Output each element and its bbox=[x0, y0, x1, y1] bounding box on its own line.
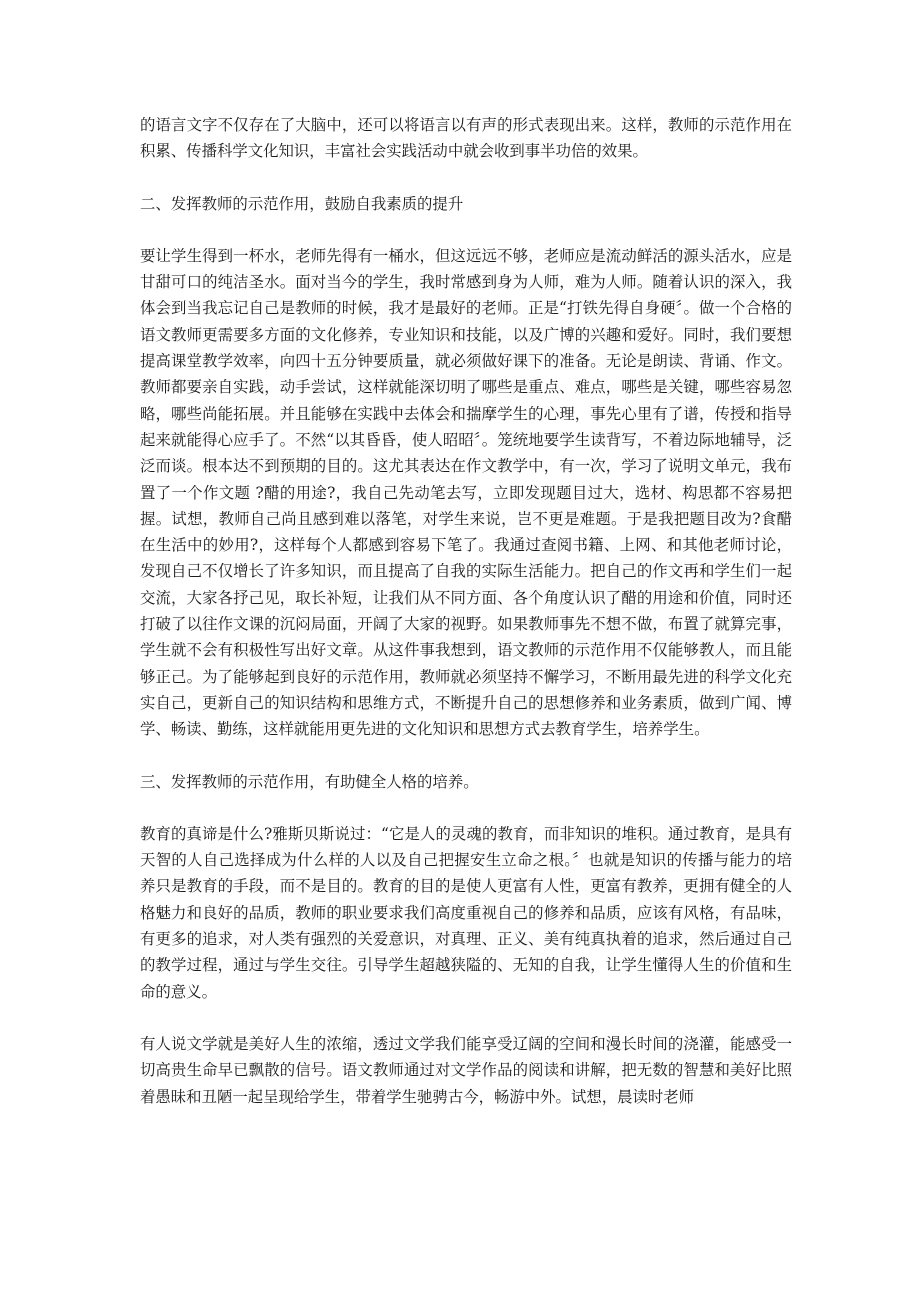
paragraph-section-2-body: 要让学生得到一杯水，老师先得有一桶水，但这远远不够，老师应是流动鲜活的源头活水，应是甘甜可口的纯洁圣水。面对当今的学生，我时常感到身为人师，难为人师。随着认识的深入，我体会到当我忘记自己是教师的时候，我才是最好的老师。正是“打铁先得自身硬〞。做一个合格的语文教师更需要多方面的文化修养，专业知识和技能，以及广博的兴趣和爱好。同时，我们要想提高课堂教学效率，向四十五分钟要质量，就必须做好课下的准备。无论是朗读、背诵、作文。教师都要亲自实践，动手尝试，这样就能深切明了哪些是重点、难点，哪些是关键，哪些容易忽略，哪些尚能拓展。并且能够在实践中去体会和揣摩学生的心理，事先心里有了谱，传授和指导起来就能得心应手了。不然“以其昏昏，使人昭昭〞。笼统地要学生读背写，不着边际地辅导，泛泛而谈。根本达不到预期的目的。这尤其表达在作文教学中，有一次，学习了说明文单元，我布置了一个作文题 ?醋的用途?，我自己先动笔去写，立即发现题目过大，选材、构思都不容易把握。试想，教师自己尚且感到难以落笔，对学生来说，岂不更是难题。于是我把题目改为?食醋在生活中的妙用?，这样每个人都感到容易下笔了。我通过查阅书籍、上网、和其他老师讨论，发现自己不仅增长了许多知识，而且提高了自我的实际生活能力。把自己的作文再和学生们一起交流，大家各抒己见，取长补短，让我们从不同方面、各个角度认识了醋的用途和价值，同时还打破了以往作文课的沉闷局面，开阔了大家的视野。如果教师事先不想不做，布置了就算完事，学生就不会有积极性写出好文章。从这件事我想到，语文教师的示范作用不仅能够教人，而且能够正己。为了能够起到良好的示范作用，教师就必须坚持不懈学习，不断用最先进的科学文化充实自己，更新自己的知识结构和思维方式，不断提升自己的思想修养和业务素质，做到广闻、博学、畅读、勤练，这样就能用更先进的文化知识和思想方式去教育学生，培养学生。 bbox=[140, 246, 792, 739]
paragraph-intro-continuation: 的语言文字不仅存在了大脑中，还可以将语言以有声的形式表现出来。这样，教师的示范作用在积累、传播科学文化知识，丰富社会实践活动中就会收到事半功倍的效果。 bbox=[140, 116, 792, 161]
paragraph-literature: 有人说文学就是美好人生的浓缩，透过文学我们能享受辽阔的空间和漫长时间的浇灌，能感受一切高贵生命早已飘散的信号。语文教师通过对文学作品的阅读和讲解，把无数的智慧和美好比照着愚昧和丑陋一起呈现给学生，带着学生驰骋古今，畅游中外。试想，晨读时老师 bbox=[140, 1034, 792, 1106]
section-heading-3: 三、发挥教师的示范作用，有助健全人格的培养。 bbox=[140, 772, 479, 791]
section-heading-2: 二、发挥教师的示范作用，鼓励自我素质的提升 bbox=[140, 194, 464, 213]
document-page bbox=[140, 112, 792, 1136]
paragraph-section-3-body: 教育的真谛是什么?雅斯贝斯说过：“它是人的灵魂的教育，而非知识的堆积。通过教育，是具有天智的人自己选择成为什么样的人以及自己把握安生立命之根。〞也就是知识的传播与能力的培养只是教育的手段，而不是目的。教育的目的是使人更富有人性，更富有教养，更拥有健全的人格魅力和良好的品质，教师的职业要求我们高度重视自己的修养和品质，应该有风格，有品味，有更多的追求，对人类有强烈的关爱意识，对真理、正义、美有纯真执着的追求，然后通过自己的教学过程，通过与学生交往。引导学生超越狭隘的、无知的自我，让学生懂得人生的价值和生命的意义。 bbox=[140, 824, 792, 1001]
